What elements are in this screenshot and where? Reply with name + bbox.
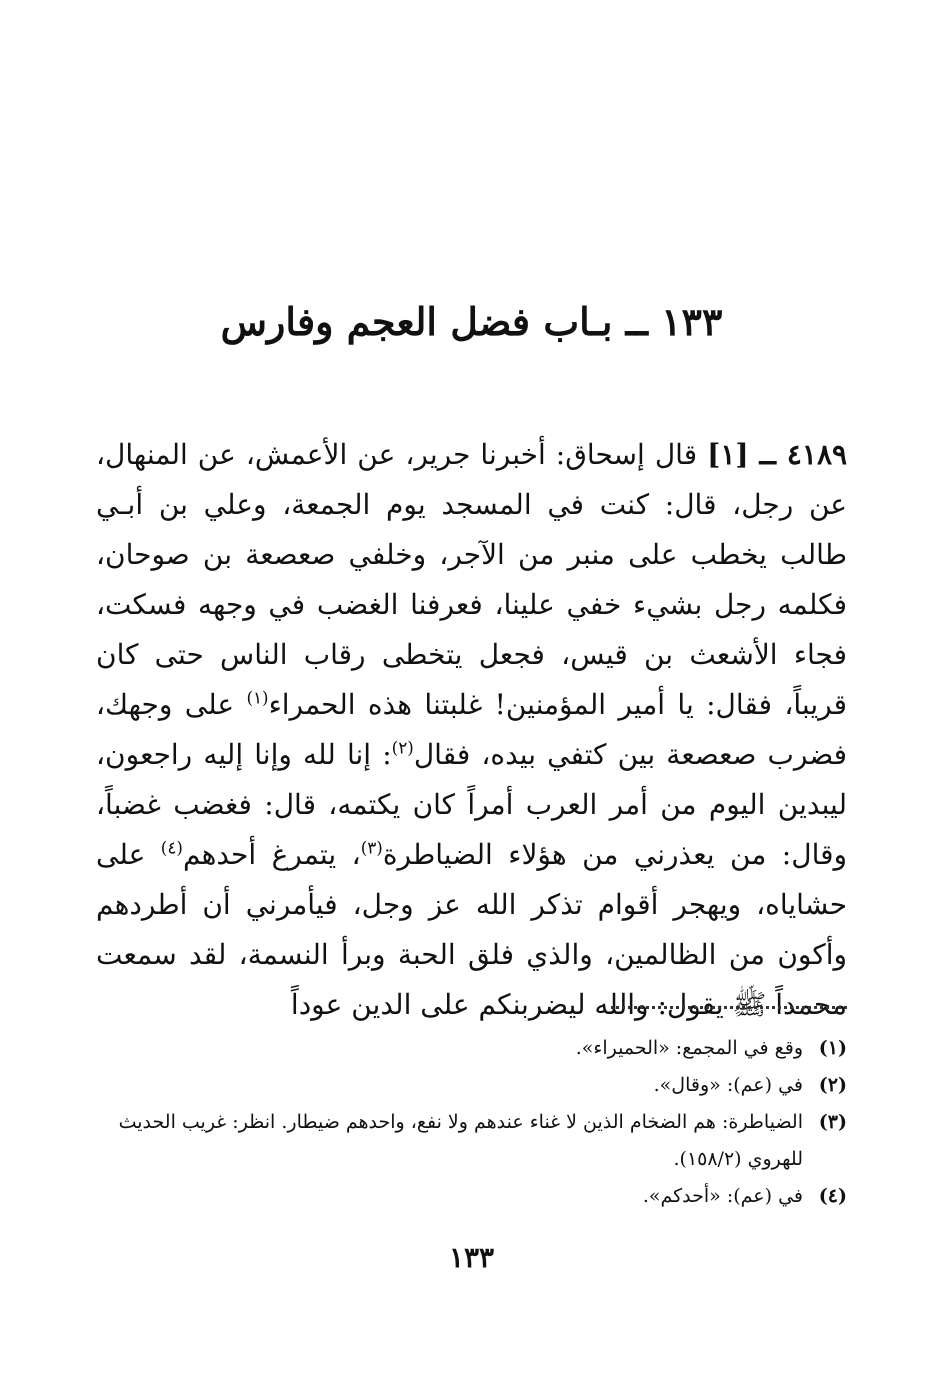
footnote [96, 1178, 847, 1215]
footnote-ref: (٢) [391, 737, 414, 758]
hadith-segment: ، يتمرغ أحدهم [182, 838, 361, 871]
footnote [96, 1030, 847, 1067]
hadith-number: ٤١٨٩ ــ [١] [707, 438, 848, 471]
hadith-segment: على وجهك، فضرب صعصعة بين كتفي بيده، فقال [96, 688, 848, 771]
footnote-text: الضياطرة: هم الضخام الذين لا غناء عندهم ولا نفع، واحدهم ضيطار. انظر: غريب الحديث للهروي (١٥٨/٢). [118, 1111, 803, 1170]
hadith-segment: على حشاياه، ويهجر أقوام تذكر الله عز وجل، فيأمرني أن أطردهم وأكون من الظالمين، والذي فلق الحبة وبرأ النسمة، لقد سمعت محمداً ﷺ يقول: والله ليضربنكم على الدين عوداً [96, 838, 847, 1021]
footnote [96, 1104, 847, 1178]
footnote-separator [611, 1006, 847, 1009]
footnote-ref: (٤) [160, 837, 183, 858]
hadith-segment: : إنا لله وإنا إليه راجعون، ليبدين اليوم من أمر العرب أمراً كان يكتمه، قال: فغضب غضباً، وقال: من يعذرني من هؤلاء الضياطرة [96, 738, 848, 871]
footnote [96, 1067, 847, 1104]
page-number: ١٣٣ [448, 1241, 495, 1274]
footnote-number: (٣) [818, 1111, 847, 1133]
footnotes-list [96, 1030, 847, 1215]
footnote-text: وقع في المجمع: «الحميراء». [575, 1037, 803, 1059]
footnote-ref: (٣) [360, 837, 383, 858]
footnote-ref: (١) [246, 687, 269, 708]
footnote-number: (١) [818, 1037, 847, 1059]
footnote-number: (٤) [818, 1185, 847, 1207]
footnote-text: في (عم): «وقال». [653, 1074, 803, 1096]
footnote-number: (٢) [818, 1074, 847, 1096]
footnote-text: في (عم): «أحدكم». [642, 1185, 803, 1207]
chapter-title: ١٣٣ ــ بـاب فضل العجم وفارس [220, 299, 723, 344]
hadith-segment: قال إسحاق: أخبرنا جرير، عن الأعمش، عن المنهال، عن رجل، قال: كنت في المسجد يوم الجمعة، وعلي بن أبـي طالب يخطب على منبر من الآجر، وخلفي صعصعة بن صوحان، فكلمه رجل بشيء خفي علينا، فعرفنا الغضب في وجهه فسكت، فجاء الأشعث بن قيس، فجعل يتخطى رقاب الناس حتى كان قريباً، فقال: يا أمير المؤمنين! غلبتنا هذه الحمراء [96, 438, 847, 721]
hadith-text [96, 430, 847, 1030]
